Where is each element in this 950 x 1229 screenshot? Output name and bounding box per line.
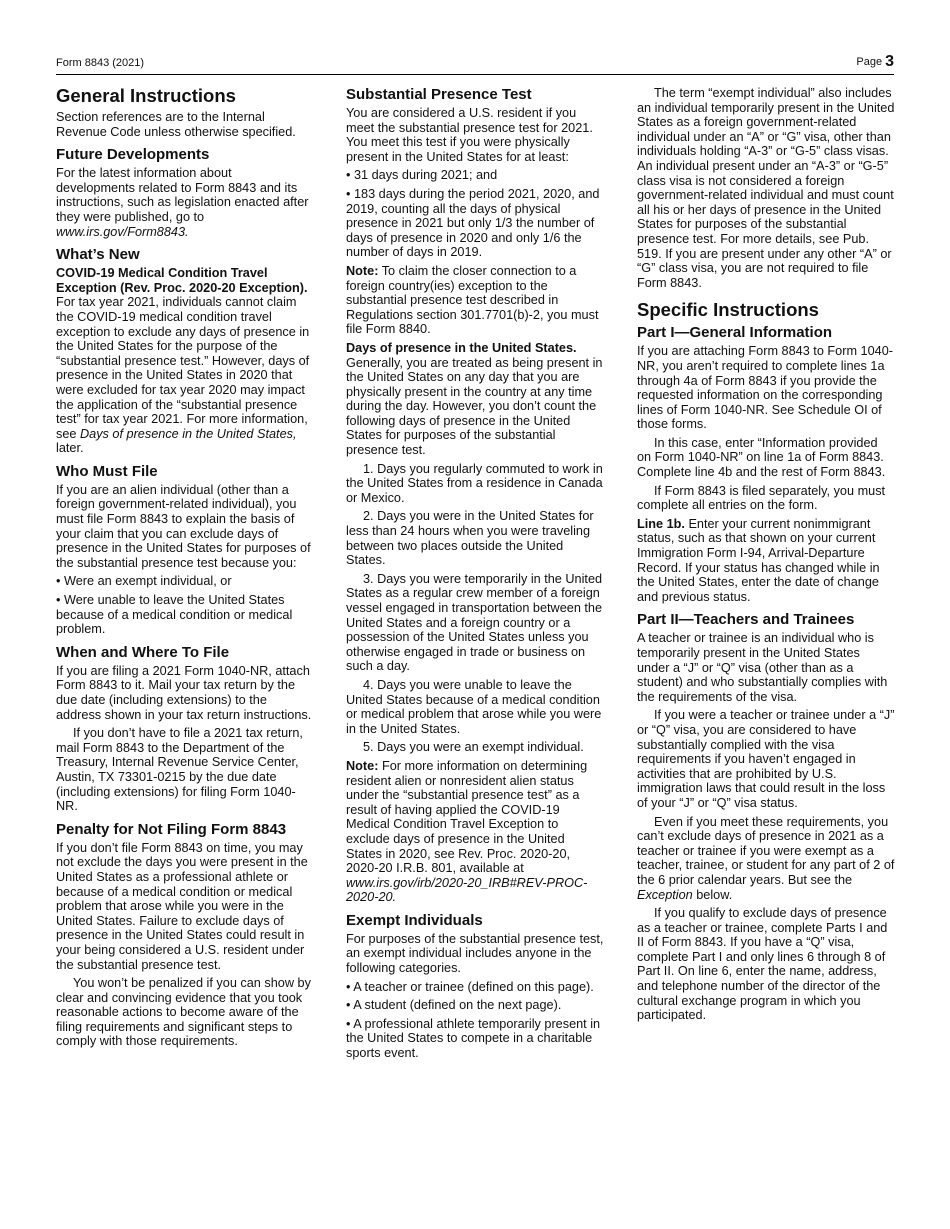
general-instructions-heading: General Instructions bbox=[56, 85, 236, 106]
list-item: 3. Days you were temporarily in the United States as a regular crew member of a foreign vessel engaged in transportation between the United States and a foreign country or a possession of the United States unless you otherwise engaged in trade or business on such a day. bbox=[346, 571, 603, 674]
future-developments-heading: Future Developments bbox=[56, 146, 210, 164]
page-number: 3 bbox=[885, 53, 894, 70]
substantial-presence-bullet-2: • 183 days during the period 2021, 2020, and 2019, counting all the days of physical presence in 2021 but only 1/3 the number of days of presence in 2020 and only 1/6 the number of days in 2019. bbox=[346, 186, 600, 260]
exempt-bullet-1: • A teacher or trainee (defined on this page). bbox=[346, 979, 594, 994]
days-of-presence-ref: Days of presence in the United States, bbox=[79, 426, 297, 441]
part-i-text-3: If Form 8843 is filed separately, you must complete all entries on the form. bbox=[637, 483, 886, 513]
exempt-individuals-heading: Exempt Individuals bbox=[346, 911, 483, 929]
part-ii-text-3a: Even if you meet these requirements, you can’t exclude days of presence in 2021 as a teacher or trainee if you were exempt as a teacher, trainee, or student for any part of 2 of the 6 prior calendar years. But see the bbox=[637, 814, 895, 887]
general-instructions-text: Section references are to the Internal Revenue Code unless otherwise specified. bbox=[56, 110, 296, 139]
covid-note bbox=[346, 759, 604, 905]
whats-new-text bbox=[56, 266, 314, 456]
penalty-text-2: You won’t be penalized if you can show by clear and convincing evidence that you took reasonable actions to become aware of the filing requirements and significant steps to comply with those requirements. bbox=[56, 976, 311, 1049]
list-item: 2. Days you were in the United States for less than 24 hours when you were traveling between two places outside the United States. bbox=[346, 509, 594, 568]
exempt-individual-continued: The term “exempt individual” also includes an individual temporarily present in the United States as a foreign government-related individual under an “A” or “G” visa, other than individuals holding “A-3” or “G-5” class visas. An individual present under an “A-3” or “G-5” class visa is not considered a foreign government-related individual and must count all his or her days of presence in the United States for purposes of the substantial presence test. For more details, see Pub. 519. If you are present under any other “A” or “G” class visa, you are not required to file Form 8843. bbox=[637, 86, 895, 290]
whats-new-end: later. bbox=[56, 441, 84, 456]
rev-proc-link[interactable]: www.irs.gov/irb/2020-20_IRB#REV-PROC-2020-20. bbox=[346, 875, 588, 905]
note-body: To claim the closer connection to a foreign country(ies) exception to the substantial presence test described in Regulations section 301.7701(b)-2, you must file Form 8840. bbox=[346, 263, 599, 337]
who-must-file-bullet-2: • Were unable to leave the United States because of a medical condition or medical problem. bbox=[56, 593, 293, 637]
when-where-text-2: If you don’t have to file a 2021 tax return, mail Form 8843 to the Department of the Treasury, Internal Revenue Service Center, Austin, TX 73301-0215 by the due date (including extensions) for filing Form 1040-NR. bbox=[56, 726, 303, 814]
list-item: 1. Days you regularly commuted to work in the United States from a residence in Canada or Mexico. bbox=[346, 461, 603, 505]
whats-new-body: For tax year 2021, individuals cannot claim the COVID-19 medical condition travel exception to exclude any days of presence in the United States for the purpose of the “substantial presence test.” However, days of presence in the United States in 2020 that were excluded for tax year 2020 may impact the application of the “substantial presence test” for tax year 2021. For more information, see bbox=[56, 295, 310, 441]
column-1 bbox=[56, 86, 314, 1053]
future-developments-text bbox=[56, 166, 314, 239]
penalty-text-1: If you don’t file Form 8843 on time, you may not exclude the days you were present in the United States as a professional athlete or because of a medical condition or medical problem that arose while you were in the United States. Failure to exclude days of presence in the United States could result in your being considered a U.S. resident under the substantial presence test. bbox=[56, 840, 308, 972]
note-label: Note: bbox=[346, 263, 379, 278]
specific-instructions-heading: Specific Instructions bbox=[637, 299, 819, 321]
who-must-file-text: If you are an alien individual (other than a foreign government-related individual), you must file Form 8843 to explain the basis of your claim that you can exclude days of presence in the United States for purposes of the substantial presence test because you: bbox=[56, 482, 311, 570]
exempt-bullet-3: • A professional athlete temporarily present in the United States to compete in a charitable sports event. bbox=[346, 1016, 601, 1061]
days-of-presence-body: Generally, you are treated as being present in the United States on any day that you are physically present in the country at any time during the day. However, you don’t count the following days of presence in the United States for purposes of the substantial presence test. bbox=[346, 355, 603, 458]
line-1b-text bbox=[637, 517, 895, 605]
substantial-presence-heading: Substantial Presence Test bbox=[346, 86, 532, 103]
column-2 bbox=[346, 86, 604, 1065]
closer-connection-note bbox=[346, 264, 604, 337]
column-3 bbox=[637, 86, 895, 1027]
header-rule bbox=[56, 74, 894, 75]
line-1b-body: Enter your current nonimmigrant status, such as that shown on your current Immigration Form I-94, Arrival-Departure Record. If your status has changed while in the United States, enter the date of change and previous status. bbox=[637, 516, 880, 604]
future-developments-body: For the latest information about developments related to Form 8843 and its instructions, such as legislation enacted after they were published, go to bbox=[56, 166, 309, 224]
part-ii-text-4: If you qualify to exclude days of presence as a teacher or trainee, complete Parts I and II of Form 8843. If you have a “Q” visa, complete Part I and only lines 6 through 8 of Part II. On line 6, enter the name, address, and telephone number of the director of the cultural exchange program in which you participated. bbox=[637, 906, 888, 1023]
covid-exception-label: COVID-19 Medical Condition Travel Exception (Rev. Proc. 2020-20 Exception). bbox=[56, 266, 308, 295]
list-item: 4. Days you were unable to leave the United States because of a medical condition or medical problem that arose while you were in the United States. bbox=[346, 677, 602, 736]
substantial-presence-bullet-1: • 31 days during 2021; and bbox=[346, 168, 498, 183]
when-where-heading: When and Where To File bbox=[56, 643, 230, 661]
part-ii-text-2: If you were a teacher or trainee under a “J” or “Q” visa, you are considered to have substantially complied with the visa requirements if you haven’t engaged in activities that are prohibited by U.S. immigration laws that could result in the loss of your “J” or “Q” visa status. bbox=[637, 708, 895, 810]
note-label: Note: bbox=[346, 758, 379, 773]
form-label: Form 8843 (2021) bbox=[56, 57, 145, 69]
part-ii-heading: Part II—Teachers and Trainees bbox=[637, 611, 855, 629]
when-where-text-1: If you are filing a 2021 Form 1040-NR, attach Form 8843 to it. Mail your tax return by the due date (including extensions) to the address shown in your tax return instructions. bbox=[56, 663, 312, 722]
note-body: For more information on determining resident alien or nonresident alien status under the “substantial presence test” as a result of having applied the COVID-19 Medical Condition Travel Exception to exclude days of presence in the United States in 2020, see Rev. Proc. 2020-20, 2020-20 I.R.B. 801, available at bbox=[346, 758, 588, 876]
line-1b-label: Line 1b. bbox=[637, 516, 685, 531]
who-must-file-bullet-1: • Were an exempt individual, or bbox=[56, 574, 232, 589]
substantial-presence-text: You are considered a U.S. resident if you meet the substantial presence test for 2021. You meet this test if you were physically present in the United States for at least: bbox=[346, 106, 593, 164]
list-item: 5. Days you were an exempt individual. bbox=[363, 740, 584, 755]
exempt-bullet-2: • A student (defined on the next page). bbox=[346, 998, 562, 1013]
days-of-presence-label: Days of presence in the United States. bbox=[346, 340, 577, 355]
page-indicator bbox=[856, 53, 894, 71]
exempt-individuals-text: For purposes of the substantial presence test, an exempt individual includes anyone in the following categories. bbox=[346, 931, 604, 976]
part-i-heading: Part I—General Information bbox=[637, 324, 833, 342]
page-label: Page bbox=[856, 56, 883, 68]
part-ii-text-3b: below. bbox=[692, 887, 733, 902]
penalty-heading: Penalty for Not Filing Form 8843 bbox=[56, 820, 287, 838]
form8843-link[interactable]: www.irs.gov/Form8843. bbox=[56, 224, 189, 239]
whats-new-heading: What’s New bbox=[56, 246, 140, 264]
exception-ref: Exception bbox=[637, 887, 693, 902]
who-must-file-heading: Who Must File bbox=[56, 462, 158, 480]
days-of-presence-text bbox=[346, 341, 604, 458]
part-i-text-1: If you are attaching Form 8843 to Form 1040-NR, you aren’t required to complete lines 1a through 4a of Form 8843 if you provide the requested information on the corresponding lines of Form 1040-NR. See Schedule OI of those forms. bbox=[637, 344, 893, 432]
part-ii-text-1: A teacher or trainee is an individual who is temporarily present in the United States under a “J” or “Q” visa (other than as a student) and who substantially complies with the requirements of the visa. bbox=[637, 631, 888, 704]
part-ii-text-3 bbox=[637, 815, 895, 903]
part-i-text-2: In this case, enter “Information provided on Form 1040-NR” on line 1a of Form 8843. Complete line 4b and the rest of Form 8843. bbox=[637, 435, 886, 480]
